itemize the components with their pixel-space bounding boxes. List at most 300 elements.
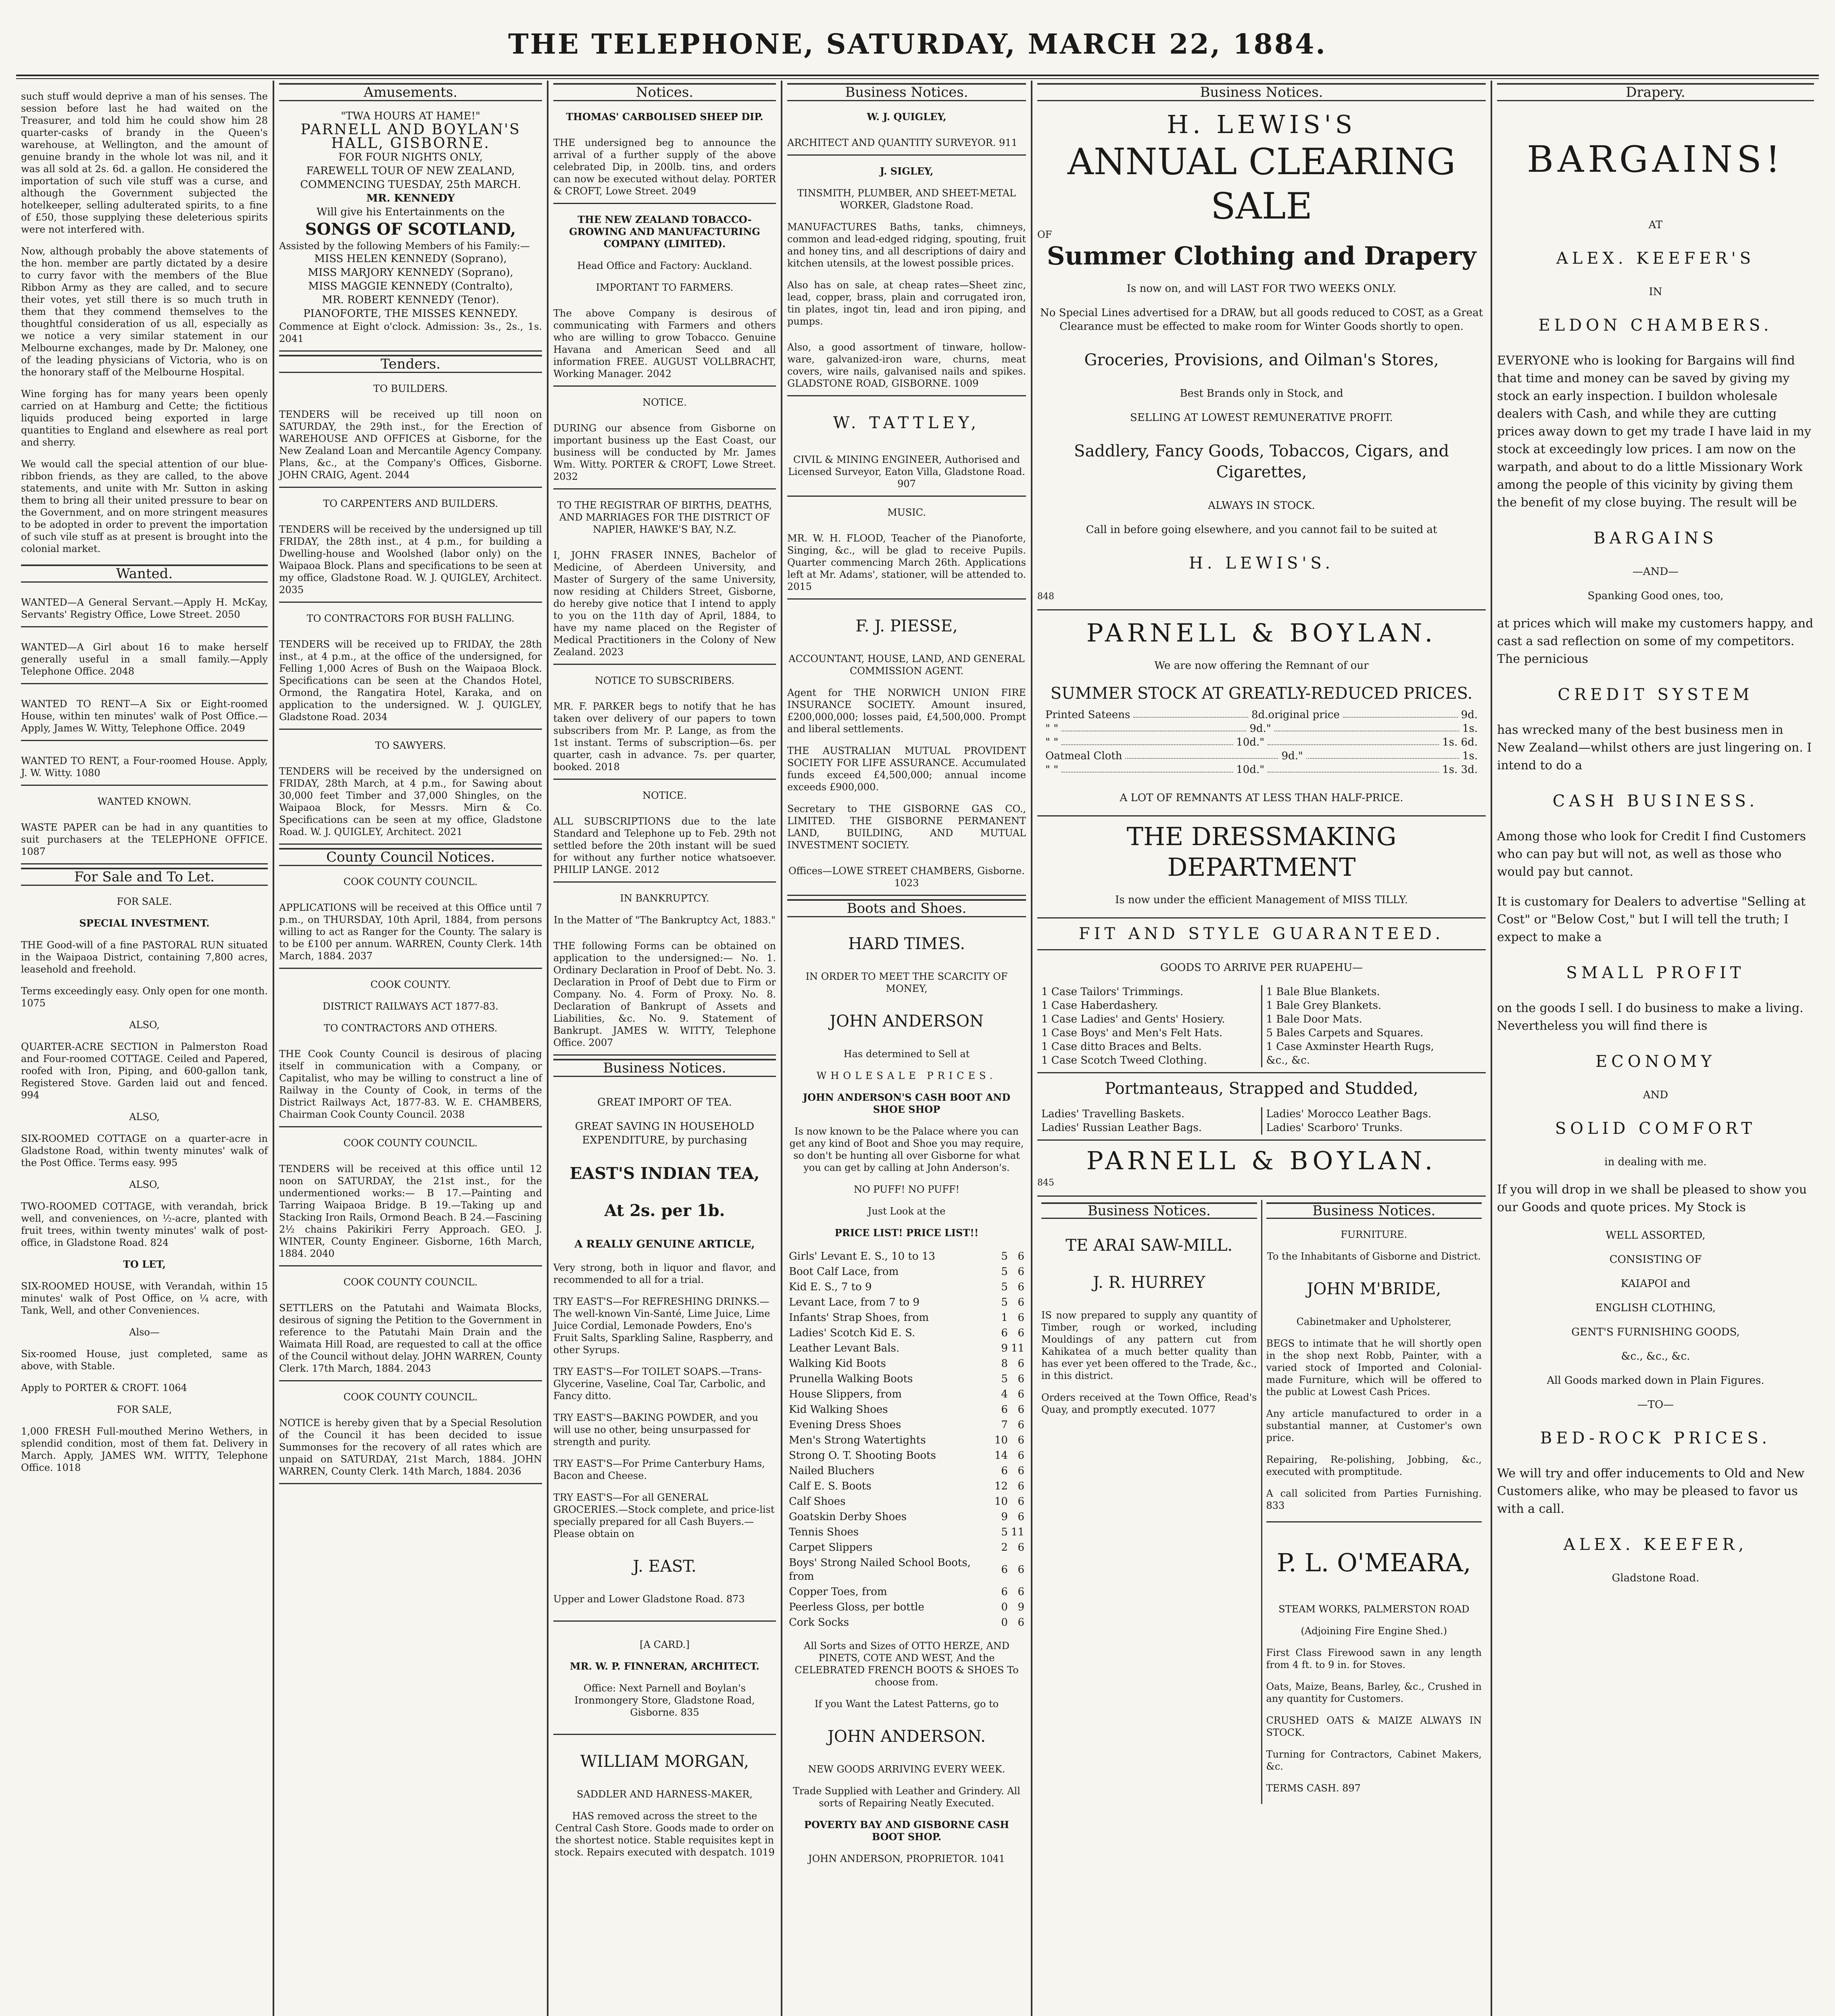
classified-ad: Six-roomed House, just completed, same as above, with Stable. bbox=[21, 1348, 268, 1372]
finneran-ad bbox=[553, 1625, 776, 1735]
price-row bbox=[787, 1494, 1026, 1509]
price-row bbox=[787, 1599, 1026, 1615]
drapery-line: It is customary for Dealers to advertise "Selling at Cost" or "Below Cost," but I will tell the truth; I expect to make a bbox=[1497, 895, 1806, 944]
price-pence: 6 bbox=[1018, 1296, 1024, 1308]
price-row bbox=[787, 1356, 1026, 1371]
ad-line: NO PUFF! NO PUFF! bbox=[853, 1184, 960, 1195]
remnant-original-label: " bbox=[1259, 764, 1265, 776]
goods-left bbox=[1037, 985, 1262, 1067]
ad-heading: TINSMITH, PLUMBER, AND SHEET-METAL WORKER, Gladstone Road. bbox=[797, 187, 1016, 211]
notice: The above Company is desirous of communicating with Farmers and others who are willing to grow Tobacco. Genuine Havana and American Seed and all information FREE. AUGUST VOLLBRACHT, Working Manager. 2042 bbox=[553, 303, 776, 387]
price-pence: 9 bbox=[1018, 1601, 1024, 1613]
forsale-ads bbox=[21, 896, 268, 1474]
ad-line: STEAM WORKS, PALMERSTON ROAD bbox=[1278, 1604, 1470, 1615]
remnant-row bbox=[1045, 708, 1478, 722]
price-item: Evening Dress Shoes bbox=[789, 1419, 901, 1431]
notice-heading: IMPORTANT TO FARMERS. bbox=[596, 282, 734, 293]
tender-heading: TO BUILDERS. bbox=[373, 383, 448, 394]
drapery-line: CONSISTING OF bbox=[1609, 1254, 1702, 1266]
price-item: Calf Shoes bbox=[789, 1495, 846, 1508]
ad-line: Turning for Contractors, Cabinet Makers, &c. bbox=[1266, 1749, 1482, 1772]
council-heading: COOK COUNTY COUNCIL. bbox=[343, 876, 478, 887]
remnant-original-price: 1s. 3d. bbox=[1442, 764, 1478, 776]
wanted-ads bbox=[21, 592, 268, 864]
ad-line: THE DRESSMAKING DEPARTMENT bbox=[1126, 822, 1397, 882]
column-6 bbox=[1492, 81, 1819, 2016]
ad-line: GREAT IMPORT OF TEA. bbox=[597, 1096, 732, 1108]
price-shillings: 6 bbox=[1001, 1586, 1008, 1598]
ad-line: Groceries, Provisions, and Oilman's Stores, bbox=[1084, 351, 1439, 369]
ad-body: Also has on sale, at cheap rates—Sheet zinc, lead, copper, brass, plain and corrugated iron, tin plates, ingot tin, lead and iron piping, and pumps. bbox=[787, 279, 1026, 327]
council-notice: TENDERS will be received at this office until 12 noon on SATURDAY, the 21st inst., for the undermentioned works:— B 17.—Painting and Tarring Waipaoa Bridge. B 19.—Taking up and Stacking Iron Rails, Ormond Beach. B 24.—Fascining 2½ chains Pakirikiri Ferry Approach. GEO. J. WINTER, County Engineer. Gisborne, 16th March, 1884. 2040 bbox=[279, 1159, 542, 1266]
price-pence: 6 bbox=[1018, 1312, 1024, 1324]
drapery-line: BARGAINS bbox=[1593, 529, 1718, 548]
price-pence: 6 bbox=[1018, 1586, 1024, 1598]
price-item: Goatskin Derby Shoes bbox=[789, 1511, 907, 1523]
classified-ad: WANTED—A Girl about 16 to make herself generally useful in a small family.—Apply Telephone Office. 2048 bbox=[21, 637, 268, 684]
price-item: Kid E. S., 7 to 9 bbox=[789, 1281, 872, 1293]
price-row bbox=[787, 1433, 1026, 1448]
ad-line: SONGS OF SCOTLAND, bbox=[305, 220, 516, 239]
remnant-row bbox=[1045, 722, 1478, 735]
ad-line: First Class Firewood sawn in any length from 4 ft. to 9 in. for Stoves. bbox=[1266, 1647, 1482, 1670]
leader-dots bbox=[1061, 763, 1233, 773]
remnant-item: " " bbox=[1045, 764, 1059, 776]
drapery-header: Drapery. bbox=[1497, 83, 1814, 101]
ad-line: IS now prepared to supply any quantity of Timber, rough or worked, including Mouldings of any pattern cut from Kahikatea of a much better quality than has ever yet been offered to the Trade, &c., in this district. bbox=[1041, 1310, 1257, 1381]
price-pence: 6 bbox=[1018, 1419, 1024, 1431]
ad-heading: J. SIGLEY, bbox=[880, 165, 934, 177]
price-row bbox=[787, 1402, 1026, 1417]
price-pence: 6 bbox=[1018, 1480, 1024, 1492]
remnant-price: 8d. bbox=[1251, 709, 1268, 721]
divider bbox=[1037, 1139, 1486, 1141]
tender-ad: TENDERS will be received up to FRIDAY, the 28th inst., at 4 p.m., at the office of the undersigned, for Felling 1,000 Acres of Bush on the Waipaoa Block. Specifications can be seen at the Chandos Hotel, Ormond, the Rangatira Hotel, Karaka, and on application to the undersigned. W. J. QUIGLEY, Gladstone Road. 2034 bbox=[279, 634, 542, 730]
ad-line: Office: Next Parnell and Boylan's Ironmongery Store, Gladstone Road, Gisborne. 835 bbox=[574, 1683, 755, 1718]
notices bbox=[553, 111, 776, 1056]
price-row bbox=[787, 1479, 1026, 1494]
classified-ad: THE Good-will of a fine PASTORAL RUN situated in the Waipaoa District, containing 7,800 acres, leasehold and freehold. bbox=[21, 939, 268, 975]
wanted-header: Wanted. bbox=[21, 564, 268, 583]
ad-line: Best Brands only in Stock, and bbox=[1180, 387, 1343, 400]
ad-line: IN ORDER TO MEET THE SCARCITY OF MONEY, bbox=[805, 971, 1008, 994]
price-pence: 6 bbox=[1018, 1327, 1024, 1339]
price-row bbox=[787, 1509, 1026, 1524]
keefer-ad bbox=[1497, 137, 1814, 1585]
leader-dots bbox=[1343, 708, 1458, 718]
tender-heading: TO CONTRACTORS FOR BUSH FALLING. bbox=[307, 613, 515, 624]
drapery-line: Among those who look for Credit I find Customers who can pay but will not, as well as those who would pay but cannot. bbox=[1497, 829, 1806, 879]
price-row bbox=[787, 1310, 1026, 1325]
price-row bbox=[787, 1540, 1026, 1555]
article-paragraph: We would call the special attention of our blue-ribbon friends, as they are called, to the above statements, and unite with Mr. Sutton in asking them to bring all their united pressure to bear on the Government, and on more stringent measures to be adopted in order to prevent the importation of such vile stuff as at present is brought into the colonial market. bbox=[21, 458, 268, 554]
remnant-original-price: 9d. bbox=[1461, 709, 1478, 721]
council-heading: COOK COUNTY COUNCIL. bbox=[343, 1391, 478, 1403]
bag-item: Ladies' Russian Leather Bags. bbox=[1041, 1122, 1202, 1134]
price-pence: 6 bbox=[1018, 1281, 1024, 1293]
price-row bbox=[787, 1264, 1026, 1279]
business-notices-header: Business Notices. bbox=[553, 1059, 776, 1077]
leader-dots bbox=[1268, 735, 1439, 745]
notice-heading: NOTICE TO SUBSCRIBERS. bbox=[594, 675, 735, 686]
drapery-line: —TO— bbox=[1637, 1399, 1674, 1411]
anderson-tail bbox=[787, 1640, 1026, 1865]
ad-line: Saddlery, Fancy Goods, Tobaccos, Cigars, and Cigarettes, bbox=[1074, 442, 1449, 481]
price-item: Boot Calf Lace, from bbox=[789, 1266, 899, 1278]
notice-heading: TO THE REGISTRAR OF BIRTHS, DEATHS, AND MARRIAGES FOR THE DISTRICT OF NAPIER, HAWKE'S BAY, N.Z. bbox=[557, 500, 772, 535]
ad-line: CRUSHED OATS & MAIZE ALWAYS IN STOCK. bbox=[1266, 1715, 1482, 1738]
ad-body: CIVIL & MINING ENGINEER, Authorised and Licensed Surveyor, Eaton Villa, Gladstone Road. 907 bbox=[787, 450, 1026, 497]
price-item: House Slippers, from bbox=[789, 1388, 902, 1400]
goods-item: 1 Case Ladies' and Gents' Hosiery. bbox=[1041, 1013, 1225, 1025]
ad-line: NEW GOODS ARRIVING EVERY WEEK. bbox=[808, 1764, 1005, 1775]
price-shillings: 10 bbox=[994, 1495, 1008, 1508]
price-shillings: 6 bbox=[1001, 1465, 1008, 1477]
price-row bbox=[787, 1295, 1026, 1310]
bags-list bbox=[1037, 1107, 1486, 1135]
ad-line: All Sorts and Sizes of OTTO HERZE, AND PINETS, COTE AND WEST, And the CELEBRATED FRENCH BOOTS & SHOES To choose from. bbox=[794, 1640, 1019, 1688]
price-shillings: 10 bbox=[994, 1434, 1008, 1446]
ad-line: TERMS CASH. 897 bbox=[1266, 1783, 1361, 1794]
price-pence: 6 bbox=[1018, 1564, 1024, 1576]
classified-heading: WANTED KNOWN. bbox=[97, 796, 192, 807]
ad-number: 848 bbox=[1037, 591, 1054, 602]
ad-line: PARNELL AND BOYLAN'S HALL, GISBORNE. bbox=[300, 121, 521, 152]
leader-dots bbox=[1133, 708, 1248, 718]
price-item: Kid Walking Shoes bbox=[789, 1404, 888, 1416]
price-shillings: 4 bbox=[1001, 1388, 1008, 1400]
amusement-ad bbox=[279, 105, 542, 352]
ad-line: HARD TIMES. bbox=[848, 935, 965, 953]
classified-heading: ALSO, bbox=[129, 1179, 160, 1190]
bags-right bbox=[1262, 1107, 1486, 1135]
remnant-price: 9d. bbox=[1281, 750, 1298, 762]
ad-line: WHOLESALE PRICES. bbox=[816, 1070, 997, 1081]
goods-item: 1 Case Haberdashery. bbox=[1041, 1000, 1158, 1012]
ad-line: TRY EAST'S—For TOILET SOAPS.—Trans-Glycerine, Vaseline, Coal Tar, Carbolic, and Fancy ditto. bbox=[553, 1366, 766, 1402]
remnant-original-price: 1s. bbox=[1462, 750, 1478, 762]
price-shillings: 2 bbox=[1001, 1541, 1008, 1554]
ad-line: Is now on, and will LAST FOR TWO WEEKS ONLY. bbox=[1126, 283, 1397, 295]
price-pence: 6 bbox=[1018, 1404, 1024, 1416]
price-pence: 6 bbox=[1018, 1434, 1024, 1446]
ad-line: Orders received at the Town Office, Read's Quay, and promptly executed. 1077 bbox=[1041, 1392, 1257, 1415]
drapery-line: WELL ASSORTED, bbox=[1606, 1229, 1706, 1241]
notice: DURING our absence from Gisborne on important business up the East Coast, our business will be conducted by Mr. James Wm. Witty. PORTER & CROFT, Lowe Street. 2032 bbox=[553, 418, 776, 489]
price-shillings: 6 bbox=[1001, 1404, 1008, 1416]
ad-line: COMMENCING TUESDAY, 25th MARCH. bbox=[300, 179, 521, 191]
drapery-line: All Goods marked down in Plain Figures. bbox=[1547, 1375, 1764, 1387]
price-pence: 6 bbox=[1018, 1541, 1024, 1554]
ad-line: JOHN ANDERSON bbox=[830, 1012, 984, 1031]
remnant-row bbox=[1045, 763, 1478, 777]
council-header: County Council Notices. bbox=[279, 848, 542, 866]
bag-item: Ladies' Scarboro' Trunks. bbox=[1266, 1122, 1403, 1134]
drapery-line: ALEX. KEEFER, bbox=[1563, 1535, 1748, 1554]
price-shillings: 5 bbox=[1001, 1296, 1008, 1308]
ad-line: H. LEWIS'S. bbox=[1189, 554, 1335, 573]
price-item: Girls' Levant E. S., 10 to 13 bbox=[789, 1250, 935, 1262]
drapery-line: CASH BUSINESS. bbox=[1552, 792, 1759, 810]
ad-line: SADDLER AND HARNESS-MAKER, bbox=[577, 1789, 753, 1800]
remnant-price: 9d. bbox=[1249, 723, 1266, 735]
ad-line: H. LEWIS'S bbox=[1166, 110, 1357, 139]
price-shillings: 8 bbox=[1001, 1358, 1008, 1370]
ad-line: SELLING AT LOWEST REMUNERATIVE PROFIT. bbox=[1130, 412, 1393, 424]
ad-line: (Adjoining Fire Engine Shed.) bbox=[1301, 1625, 1447, 1637]
masthead-rule-top bbox=[16, 75, 1819, 76]
ad-number: 845 bbox=[1037, 1178, 1054, 1188]
ad-line: Commence at Eight o'clock. Admission: 3s., 2s., 1s. 2041 bbox=[279, 321, 542, 344]
price-row bbox=[787, 1417, 1026, 1433]
ad-heading: ACCOUNTANT, HOUSE, LAND, AND GENERAL COMMISSION AGENT. bbox=[788, 653, 1025, 677]
drapery-line: Gladstone Road. bbox=[1612, 1572, 1699, 1584]
ad-line: JOHN ANDERSON, PROPRIETOR. 1041 bbox=[808, 1853, 1005, 1864]
ad-line: MISS MAGGIE KENNEDY (Contralto), bbox=[308, 280, 513, 292]
goods-list bbox=[1037, 985, 1486, 1067]
ad-line: P. L. O'MEARA, bbox=[1276, 1548, 1471, 1577]
remnant-original-price: 1s. 6d. bbox=[1442, 736, 1478, 748]
price-item: Cork Socks bbox=[789, 1616, 849, 1629]
classified-heading: Also— bbox=[129, 1327, 160, 1338]
price-shillings: 5 bbox=[1001, 1266, 1008, 1278]
ad-line: JOHN M'BRIDE, bbox=[1307, 1280, 1441, 1298]
goods-item: 1 Bale Grey Blankets. bbox=[1266, 1000, 1382, 1012]
notice-heading: THE NEW ZEALAND TOBACCO-GROWING AND MANUFACTURING COMPANY (LIMITED). bbox=[569, 214, 760, 250]
ad-line: PARNELL & BOYLAN. bbox=[1086, 1146, 1437, 1175]
price-row bbox=[787, 1387, 1026, 1402]
council-heading: DISTRICT RAILWAYS ACT 1877-83. bbox=[323, 1001, 498, 1012]
price-shillings: 0 bbox=[1001, 1616, 1008, 1629]
price-shillings: 7 bbox=[1001, 1419, 1008, 1431]
classified-heading: ALSO, bbox=[129, 1111, 160, 1123]
classified-ad: Apply to PORTER & CROFT. 1064 bbox=[21, 1382, 187, 1393]
tender-ad: TENDERS will be received up till noon on SATURDAY, the 29th inst., for the Erection of WAREHOUSE AND OFFICES at Gisborne, for the New Zealand Loan and Mercantile Agency Company. Plans, &c., at the Company's Offices, Gisborne. JOHN CRAIG, Agent. 2044 bbox=[279, 404, 542, 488]
business-notices-header: Business Notices. bbox=[1266, 1202, 1482, 1219]
ad-line: TRY EAST'S—BAKING POWDER, and you will use no other, being unsurpassed for strength and purity. bbox=[553, 1412, 759, 1447]
drapery-line: CREDIT SYSTEM bbox=[1558, 685, 1754, 704]
council-notice: SETTLERS on the Patutahi and Waimata Blocks, desirous of signing the Petition to the Government in reference to the Patutahi Main Drain and the Waimata Hill Road, are requested to call at the office of the Council without delay. JOHN WARREN, County Clerk. 17th March, 1884. 2043 bbox=[279, 1298, 542, 1381]
ad-heading: W. J. QUIGLEY, bbox=[867, 111, 947, 123]
council-heading: COOK COUNTY. bbox=[370, 979, 451, 990]
ad-line: ANNUAL CLEARING SALE bbox=[1067, 141, 1456, 227]
price-row bbox=[787, 1463, 1026, 1479]
ad-line: WILLIAM MORGAN, bbox=[580, 1752, 749, 1771]
classified-ad: QUARTER-ACRE SECTION in Palmerston Road and Four-roomed COTTAGE. Ceiled and Papered, roofed with Iron, Piping, and 600-gallon tank, Registered Stove. Garden laid out and fenced. 994 bbox=[21, 1041, 268, 1101]
ad-line: MR. ROBERT KENNEDY (Tenor). bbox=[322, 294, 499, 306]
drapery-line: IN bbox=[1649, 286, 1662, 298]
drapery-line: BARGAINS! bbox=[1527, 138, 1784, 181]
price-item: Boys' Strong Nailed School Boots, from bbox=[789, 1557, 971, 1583]
classified-ad: SIX-ROOMED COTTAGE on a quarter-acre in Gladstone Road, within twenty minutes' walk of the Post Office. Terms easy. 995 bbox=[21, 1133, 268, 1168]
ad-line: Is now known to be the Palace where you can get any kind of Boot and Shoe you may require, so don't be hunting all over Gisborne for what you can get by calling at John Anderson's. bbox=[789, 1126, 1024, 1173]
drapery-line: AND bbox=[1643, 1089, 1668, 1101]
ad-line: A LOT OF REMNANTS AT LESS THAN HALF-PRICE. bbox=[1120, 792, 1403, 804]
price-list bbox=[787, 1249, 1026, 1630]
remnant-list bbox=[1037, 704, 1486, 781]
ad-body: Secretary to THE GISBORNE GAS CO., LIMITED. THE GISBORNE PERMANENT LAND, BUILDING, AND MUTUAL INVESTMENT SOCIETY. bbox=[787, 803, 1026, 851]
ad-line: FAREWELL TOUR OF NEW ZEALAND, bbox=[306, 165, 515, 177]
ad-line: Summer Clothing and Drapery bbox=[1047, 241, 1476, 271]
ad-line: FURNITURE. bbox=[1341, 1229, 1408, 1240]
ad-line: At 2s. per 1b. bbox=[604, 1201, 725, 1220]
price-pence: 6 bbox=[1018, 1465, 1024, 1477]
bag-item: Ladies' Morocco Leather Bags. bbox=[1266, 1108, 1432, 1120]
ad-line: FIT AND STYLE GUARANTEED. bbox=[1078, 925, 1445, 943]
ad-line: Oats, Maize, Beans, Barley, &c., Crushed in any quantity for Customers. bbox=[1266, 1681, 1482, 1704]
drapery-line: ECONOMY bbox=[1595, 1052, 1716, 1071]
notices-header: Notices. bbox=[553, 83, 776, 101]
price-pence: 6 bbox=[1018, 1450, 1024, 1462]
council-notice: NOTICE is hereby given that by a Special Resolution of the Council it has been decided to issue Summonses for the recovery of all rates which are unpaid on SATURDAY, 21st March, 1884. JOHN WARREN, County Clerk. 14th March, 1884. 2036 bbox=[279, 1413, 542, 1484]
price-pence: 11 bbox=[1011, 1342, 1024, 1354]
remnant-original-label: " bbox=[1259, 736, 1265, 748]
remnant-item: Oatmeal Cloth bbox=[1045, 750, 1122, 762]
divider bbox=[1037, 917, 1486, 918]
ad-line: POVERTY BAY AND GISBORNE CASH BOOT SHOP. bbox=[804, 1819, 1009, 1843]
remnant-item: " " bbox=[1045, 723, 1059, 735]
drapery-line: in dealing with me. bbox=[1604, 1156, 1707, 1168]
classified-ad: 1,000 FRESH Full-mouthed Merino Wethers, in splendid condition, most of them fat. Delivery in March. Apply, JAMES WM. WITTY, Telephone Office. 1018 bbox=[21, 1426, 268, 1473]
divider bbox=[1037, 815, 1486, 816]
drapery-line: on the goods I sell. I do business to make a living. Nevertheless you will find there is bbox=[1497, 1001, 1804, 1033]
divider bbox=[1037, 949, 1486, 950]
morgan-ad bbox=[553, 1751, 776, 1858]
drapery-line: ELDON CHAMBERS. bbox=[1538, 316, 1773, 335]
remnant-price: 10d. bbox=[1236, 764, 1260, 776]
price-item: Carpet Slippers bbox=[789, 1541, 873, 1554]
ad-line: A call solicited from Parties Furnishing. 833 bbox=[1266, 1488, 1482, 1511]
classified-ad: SIX-ROOMED HOUSE, with Verandah, within 15 minutes' walk of Post Office, on ¼ acre, with Tank, Well, and other Conveniences. bbox=[21, 1281, 268, 1316]
tender-heading: TO CARPENTERS AND BUILDERS. bbox=[323, 498, 498, 509]
leader-dots bbox=[1125, 749, 1278, 759]
ad-line: Is now under the efficient Management of MISS TILLY. bbox=[1115, 894, 1408, 906]
ad-line: SUMMER STOCK AT GREATLY-REDUCED PRICES. bbox=[1050, 684, 1473, 703]
remnant-row bbox=[1045, 735, 1478, 749]
remnant-item: Printed Sateens bbox=[1045, 709, 1130, 721]
business-notices-header: Business Notices. bbox=[787, 83, 1026, 101]
ad-line: Trade Supplied with Leather and Grindery. All sorts of Repairing Neatly Executed. bbox=[793, 1785, 1020, 1809]
remnant-price: 10d. bbox=[1236, 736, 1260, 748]
goods-item: 1 Bale Door Mats. bbox=[1266, 1013, 1362, 1025]
price-item: Men's Strong Watertights bbox=[789, 1434, 926, 1446]
price-item: Ladies' Scotch Kid E. S. bbox=[789, 1327, 915, 1339]
ad-line: MISS MARJORY KENNEDY (Soprano), bbox=[308, 267, 513, 279]
divider bbox=[1037, 1072, 1486, 1073]
price-pence: 6 bbox=[1018, 1250, 1024, 1262]
price-shillings: 12 bbox=[994, 1480, 1008, 1492]
ad-line: Has determined to Sell at bbox=[843, 1048, 970, 1060]
ad-heading: MUSIC. bbox=[887, 507, 926, 518]
forsale-header: For Sale and To Let. bbox=[21, 868, 268, 886]
business-ads bbox=[787, 111, 1026, 896]
drapery-line: ENGLISH CLOTHING, bbox=[1595, 1302, 1716, 1314]
price-pence: 6 bbox=[1018, 1495, 1024, 1508]
price-item: Strong O. T. Shooting Boots bbox=[789, 1450, 936, 1462]
ad-line: PARNELL & BOYLAN. bbox=[1086, 618, 1437, 648]
ad-line: J. R. HURREY bbox=[1093, 1273, 1205, 1292]
classified-heading: FOR SALE, bbox=[117, 1404, 172, 1415]
classified-heading: FOR SALE. bbox=[117, 896, 172, 907]
bag-item: Ladies' Travelling Baskets. bbox=[1041, 1108, 1184, 1120]
business-notices-header: Business Notices. bbox=[1037, 83, 1486, 101]
council-heading: COOK COUNTY COUNCIL. bbox=[343, 1277, 478, 1288]
remnant-original-price: 1s. bbox=[1462, 723, 1478, 735]
masthead: THE TELEPHONE, SATURDAY, MARCH 22, 1884. bbox=[508, 28, 1327, 60]
masthead-rule-bottom bbox=[16, 78, 1819, 79]
notice-heading: THOMAS' CARBOLISED SHEEP DIP. bbox=[566, 111, 763, 123]
ad-line: TRY EAST'S—For Prime Canterbury Hams, Bacon and Cheese. bbox=[553, 1458, 765, 1481]
price-row bbox=[787, 1524, 1026, 1540]
drapery-line: at prices which will make my customers happy, and cast a sad reflection on some of my competitors. The pernicious bbox=[1497, 616, 1814, 666]
price-row bbox=[787, 1555, 1026, 1584]
ad-line: GOODS TO ARRIVE PER RUAPEHU— bbox=[1160, 962, 1363, 974]
drapery-line: SMALL PROFIT bbox=[1566, 964, 1745, 982]
leader-dots bbox=[1061, 722, 1246, 731]
classified-ad: WANTED—A General Servant.—Apply H. McKay, Servants' Registry Office, Lowe Street. 2050 bbox=[21, 592, 268, 627]
drapery-line: has wrecked many of the best business men in New Zealand—whilst others are just lingering on. I intend to do a bbox=[1497, 723, 1812, 773]
remnant-row bbox=[1045, 749, 1478, 763]
ad-line: If you Want the Latest Patterns, go to bbox=[814, 1698, 999, 1710]
ad-line: JOHN ANDERSON. bbox=[827, 1727, 986, 1746]
ad-line: OF bbox=[1037, 229, 1052, 240]
parnell-boylan-ad bbox=[1037, 614, 1486, 1197]
tender-heading: TO SAWYERS. bbox=[375, 740, 446, 751]
ad-line: GREAT SAVING IN HOUSEHOLD EXPENDITURE, by purchasing bbox=[575, 1120, 755, 1146]
article-paragraph: such stuff would deprive a man of his senses. The session before last he had waited on the Treasurer, and told him he could show him 28 quarter-casks of brandy in the Queen's warehouse, at Wellington, and the amount of genuine brandy in the whole lot was nil, and it was all sold at 2s. 6d. a gallon. He considered the importation of such vile stuff was a curse, and although the Government subjected the hotelkeeper, selling adulterated spirits, to a fine of £50, those supplying these deleterious spirits were not interfered with. bbox=[21, 91, 268, 235]
price-pence: 6 bbox=[1018, 1616, 1024, 1629]
price-shillings: 9 bbox=[1001, 1342, 1008, 1354]
price-shillings: 1 bbox=[1001, 1312, 1008, 1324]
goods-item: 1 Case Scotch Tweed Clothing. bbox=[1041, 1054, 1207, 1066]
ad-heading: F. J. PIESSE, bbox=[855, 617, 958, 635]
ad-body: Also, a good assortment of tinware, hollow-ware, galvanized-iron ware, churns, meat covers, wire nails, galvanised nails and spikes. GLADSTONE ROAD, GISBORNE. 1009 bbox=[787, 337, 1026, 396]
leader-dots bbox=[1268, 763, 1439, 773]
price-pence: 6 bbox=[1018, 1358, 1024, 1370]
ad-line: Upper and Lower Gladstone Road. 873 bbox=[553, 1593, 745, 1605]
ad-heading: W. TATTLEY, bbox=[833, 414, 980, 432]
notice: THE following Forms can be obtained on application to the undersigned:— No. 1. Ordinary Declaration in Proof of Debt. No. 3. Declaration in Proof of Debt due to Firm or Company. No. 4. Form of Proxy. No. 8. Declaration of Bankrupt of Assets and Liabilities, &c. No. 9. Statement of Bankrupt. JAMES W. WITTY, Telephone Office. 2007 bbox=[553, 936, 776, 1056]
leader-dots bbox=[1061, 735, 1233, 745]
ad-body: ARCHITECT AND QUANTITY SURVEYOR. 911 bbox=[787, 133, 1026, 156]
tender-ad: TENDERS will be received by the undersigned up till FRIDAY, the 28th inst., at 4 p.m., for building a Dwelling-house and Woolshed (labor only) on the Waipaoa Block. Plans and specifications to be seen at my office, Gladstone Road. W. J. QUIGLEY, Architect. 2035 bbox=[279, 519, 542, 603]
ad-line: Portmanteaus, Strapped and Studded, bbox=[1105, 1079, 1418, 1098]
price-shillings: 6 bbox=[1001, 1327, 1008, 1339]
tea-ad bbox=[553, 1081, 776, 1622]
sawmill-block bbox=[1037, 1200, 1262, 1804]
ad-line: HAS removed across the street to the Central Cash Store. Goods made to order on the shortest notice. Stable requisites kept in stock. Repairs executed with despatch. 1019 bbox=[555, 1810, 775, 1858]
ad-body: THE AUSTRALIAN MUTUAL PROVIDENT SOCIETY FOR LIFE ASSURANCE. Accumulated funds exceed £4,500,000; annual income exceeds £900,000. bbox=[787, 745, 1026, 793]
price-shillings: 5 bbox=[1001, 1281, 1008, 1293]
article-paragraph: Now, although probably the above statements of the hon. member are partly dictated by a desire to curry favor with the members of the Blue Ribbon Army as they are called, and to secure their votes, yet still there is so much truth in them that they commend themselves to the thoughtful consideration of us all, especially as we notice a very similar statement in our Melbourne exchanges, made by Dr. Maloney, one of the leading physicians of Victoria, who is on the honorary staff of the Melbourne Hospital. bbox=[21, 246, 268, 378]
boots-header: Boots and Shoes. bbox=[787, 899, 1026, 917]
classified-ad: Terms exceedingly easy. Only open for one month. 1075 bbox=[21, 985, 268, 1009]
notice: ALL SUBSCRIPTIONS due to the late Standard and Telephone up to Feb. 29th not settled before the 20th instant will be sued for without any further notice whatsoever. PHILIP LANGE. 2012 bbox=[553, 811, 776, 883]
price-shillings: 5 bbox=[1001, 1373, 1008, 1385]
tenders-header: Tenders. bbox=[279, 355, 542, 373]
price-row bbox=[787, 1325, 1026, 1341]
anderson-ad bbox=[787, 933, 1026, 1239]
remnant-item: " " bbox=[1045, 736, 1059, 748]
tender-ad: TENDERS will be received by the undersigned on FRIDAY, 28th March, at 4 p.m., for Sawing about 30,000 feet Timber and 37,000 Shingles, on the Waipaoa Block, for Messrs. Mirn & Co. Specifications can be seen at my office, Gladstone Road. W. J. QUIGLEY, Architect. 2021 bbox=[279, 761, 542, 845]
ad-line: ALWAYS IN STOCK. bbox=[1208, 500, 1315, 512]
drapery-line: AT bbox=[1648, 219, 1663, 231]
notice-heading: IN BANKRUPTCY. bbox=[620, 893, 709, 904]
column-5 bbox=[1032, 81, 1492, 2016]
drapery-line: We will try and offer inducements to Old and New Customers alike, who may be pleased to favor us with a call. bbox=[1497, 1466, 1805, 1516]
drapery-line: KAIAPOI and bbox=[1620, 1278, 1691, 1290]
price-shillings: 5 bbox=[1001, 1250, 1008, 1262]
